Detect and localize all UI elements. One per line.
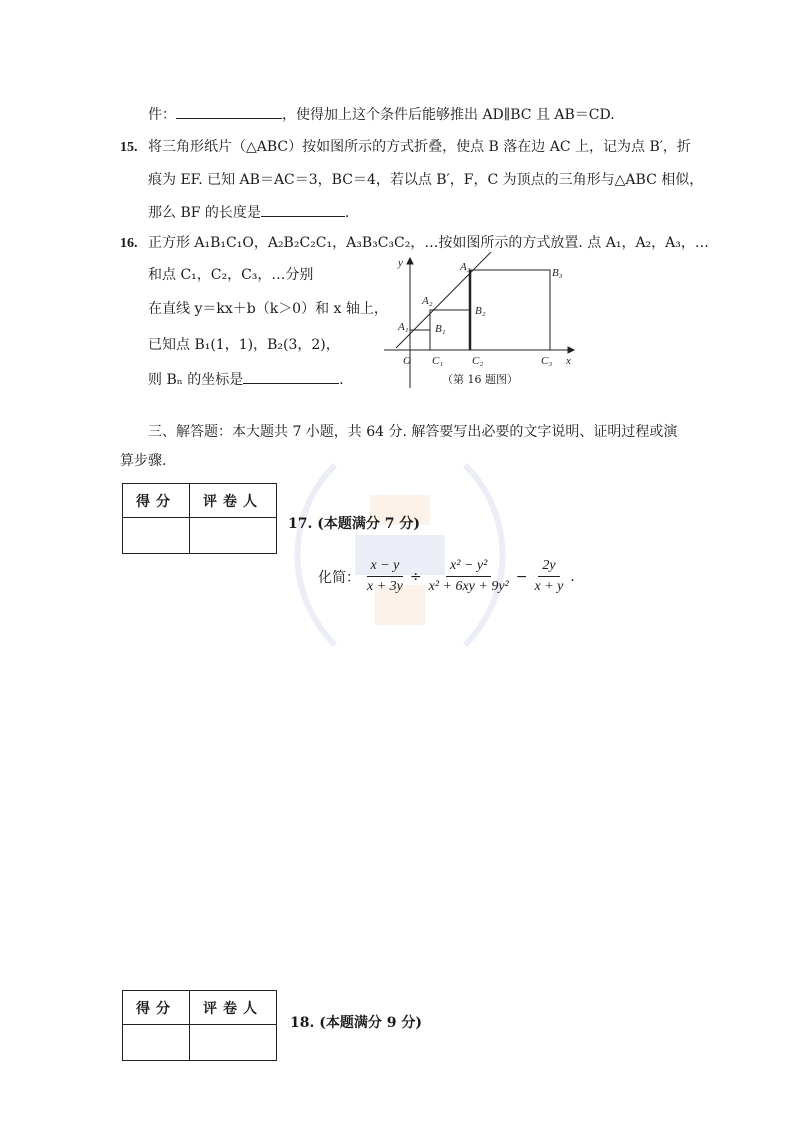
label-C2: C₂: [472, 355, 484, 367]
label-A2: A₂: [422, 295, 433, 307]
score-cell[interactable]: [123, 1025, 190, 1061]
y-axis-arrow: [407, 258, 413, 264]
label-B2: B₂: [475, 305, 486, 317]
q15-line1: 15. 将三角形纸片（△ABC）按如图所示的方式折叠，使点 B 落在边 AC 上，记为点 B′，折: [120, 139, 691, 155]
grader-header: 评卷人: [190, 484, 277, 518]
q17-header: 17. (本题满分 7 分): [288, 516, 420, 532]
x-axis-arrow: [568, 347, 574, 353]
score-header: 得分: [123, 484, 190, 518]
label-O: O: [403, 355, 411, 367]
q16-line1: 16. 正方形 A₁B₁C₁O，A₂B₂C₂C₁，A₃B₃C₃C₂，…按如图所示的方式放置. 点 A₁，A₂，A₃，…: [120, 235, 709, 251]
q15-answer-blank[interactable]: [261, 202, 345, 217]
label-B1: B₁: [435, 323, 446, 335]
q16-line3: 在直线 y＝kx＋b（k＞0）和 x 轴上，: [148, 301, 388, 317]
label-A1: A₁: [398, 321, 409, 333]
grader-cell[interactable]: [190, 518, 277, 554]
q17-fraction-1: $\frac{x - y}{x + 3y}$: [367, 558, 403, 594]
grader-header: 评卷人: [190, 991, 277, 1025]
label-C1: C₁: [432, 355, 444, 367]
q15-line2: 痕为 EF. 已知 AB＝AC＝3，BC＝4，若以点 B′，F，C 为顶点的三角形与△ABC 相似，: [148, 172, 704, 188]
q16-line2: 和点 C₁，C₂，C₃，…分别: [148, 267, 314, 283]
label-x: x: [566, 355, 571, 367]
q17-fraction-3: $\frac{2y}{x + y}$: [534, 558, 564, 594]
q16-line5: 则 Bₙ 的坐标是 .: [148, 369, 344, 390]
q16-answer-blank[interactable]: [243, 369, 339, 384]
q14-answer-blank[interactable]: [176, 104, 282, 119]
q16-line4: 已知点 B₁(1，1)，B₂(3，2)，: [148, 337, 340, 353]
section3-line1: 三、解答题：本大题共 7 小题，共 64 分. 解答要写出必要的文字说明、证明过程或演: [148, 424, 678, 440]
q16-number: 16.: [120, 236, 138, 251]
q15-line3: 那么 BF 的长度是 .: [148, 202, 349, 223]
q15-number: 15.: [120, 140, 138, 155]
score-header: 得分: [123, 991, 190, 1025]
score-table-17: [122, 483, 277, 554]
q14-line: 件： ，使得加上这个条件后能够推出 AD∥BC 且 AB＝CD.: [148, 104, 615, 125]
q16-figure: [380, 252, 580, 392]
square-1: [410, 330, 430, 350]
figure-caption: （第 16 题图）: [442, 373, 518, 386]
grader-cell[interactable]: [190, 1025, 277, 1061]
score-cell[interactable]: [123, 518, 190, 554]
q17-fraction-2: $\frac{\text{x² − y²}}{\text{x² + 6xy + 9y²}}$: [428, 558, 509, 594]
section3-line2: 算步骤.: [120, 453, 167, 469]
label-A3: A₃: [460, 261, 471, 273]
label-C3: C₃: [541, 355, 553, 367]
score-table-18: [122, 990, 277, 1061]
label-y: y: [398, 257, 403, 269]
q18-header: 18. (本题满分 9 分): [290, 1015, 422, 1031]
q17-expression: 化简： $\frac{x - y}{x + 3y}$ ÷ $\frac{\text{x² − y²}}{\text{x² + 6xy + 9y²}}$ − $\frac{2y}{x + y}$ .: [318, 558, 575, 594]
label-B3: B₃: [552, 267, 563, 279]
